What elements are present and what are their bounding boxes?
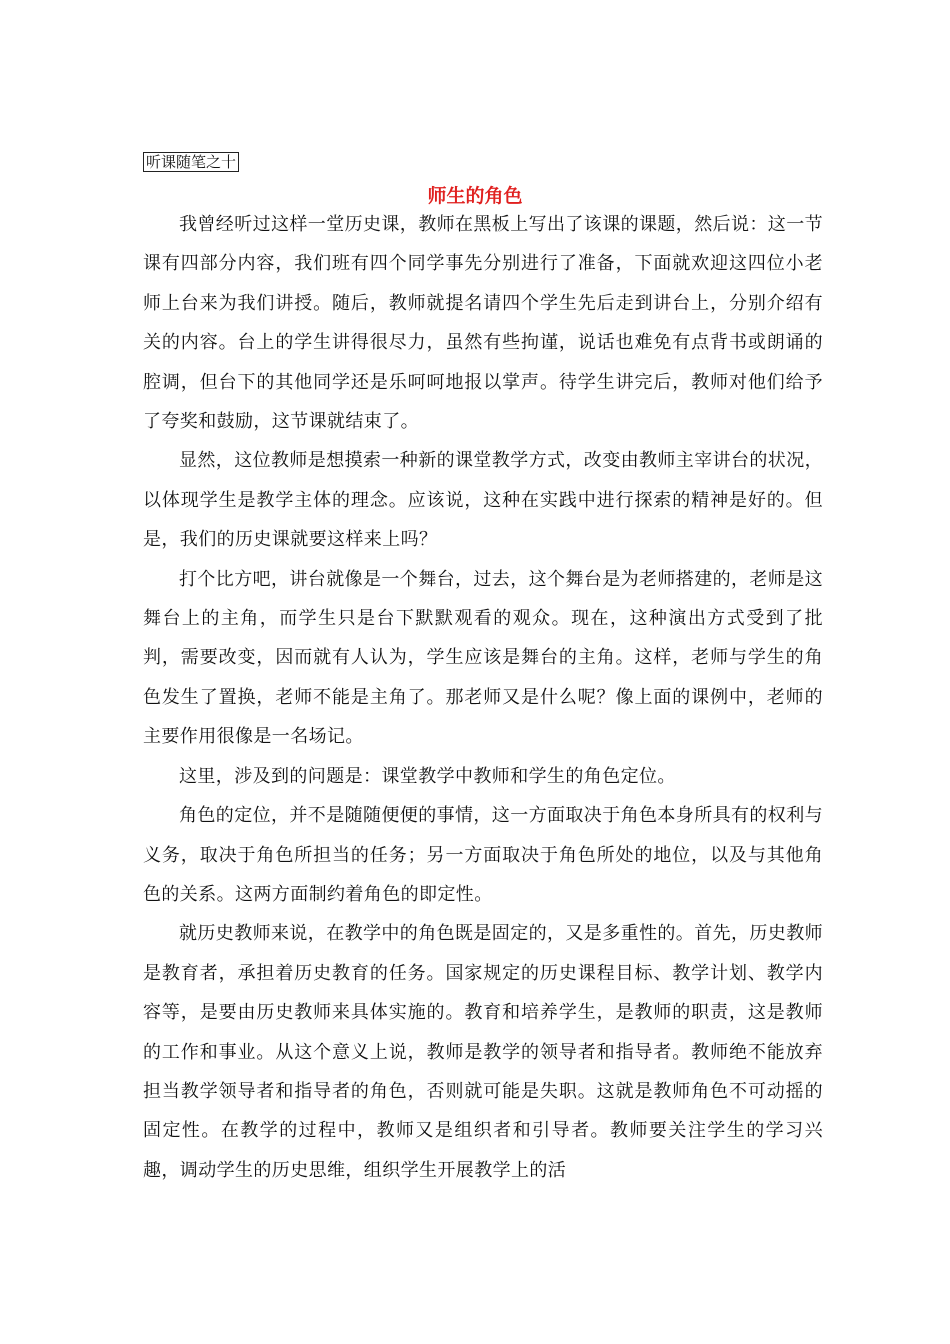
article-title: 师生的角色 <box>427 185 523 207</box>
paragraph-3: 打个比方吧，讲台就像是一个舞台，过去，这个舞台是为老师搭建的，老师是这舞台上的主角，而学生只是台下默默观看的观众。现在，这种演出方式受到了批判，需要改变，因而就有人认为，学生应该是舞台的主角。这样，老师与学生的角色发生了置换，老师不能是主角了。那老师又是什么呢？像上面的课例中，老师的主要作用很像是一名场记。 <box>143 568 823 748</box>
paragraph-6: 就历史教师来说，在教学中的角色既是固定的，又是多重性的。首先，历史教师是教育者，承担着历史教育的任务。国家规定的历史课程目标、教学计划、教学内容等，是要由历史教师来具体实施的。教育和培养学生，是教师的职责，这是教师的工作和事业。从这个意义上说，教师是教学的领导者和指导者。教师绝不能放弃担当教学领导者和指导者的角色，否则就可能是失职。这就是教师角色不可动摇的固定性。在教学的过程中，教师又是组织者和引导者。教师要关注学生的学习兴趣，调动学生的历史思维，组织学生开展教学上的活 <box>143 923 823 1181</box>
paragraph-2: 显然，这位教师是想摸索一种新的课堂教学方式，改变由教师主宰讲台的状况，以体现学生是教学主体的理念。应该说，这种在实践中进行探索的精神是好的。但是，我们的历史课就要这样来上吗？ <box>143 450 823 551</box>
article-body <box>143 205 823 1190</box>
paragraph-4: 这里，涉及到的问题是：课堂教学中教师和学生的角色定位。 <box>179 765 676 787</box>
paragraph-1: 我曾经听过这样一堂历史课，教师在黑板上写出了该课的课题，然后说：这一节课有四部分内容，我们班有四个同学事先分别进行了准备，下面就欢迎这四位小老师上台来为我们讲授。随后，教师就提名请四个学生先后走到讲台上，分别介绍有关的内容。台上的学生讲得很尽力，虽然有些拘谨，说话也难免有点背书或朗诵的腔调，但台下的其他同学还是乐呵呵地报以掌声。待学生讲完后，教师对他们给予了夸奖和鼓励，这节课就结束了。 <box>143 214 823 433</box>
paragraph-5: 角色的定位，并不是随随便便的事情，这一方面取决于角色本身所具有的权利与义务，取决于角色所担当的任务；另一方面取决于角色所处的地位，以及与其他角色的关系。这两方面制约着角色的即定性。 <box>143 805 823 905</box>
series-label: 听课随笔之十 <box>143 152 239 172</box>
